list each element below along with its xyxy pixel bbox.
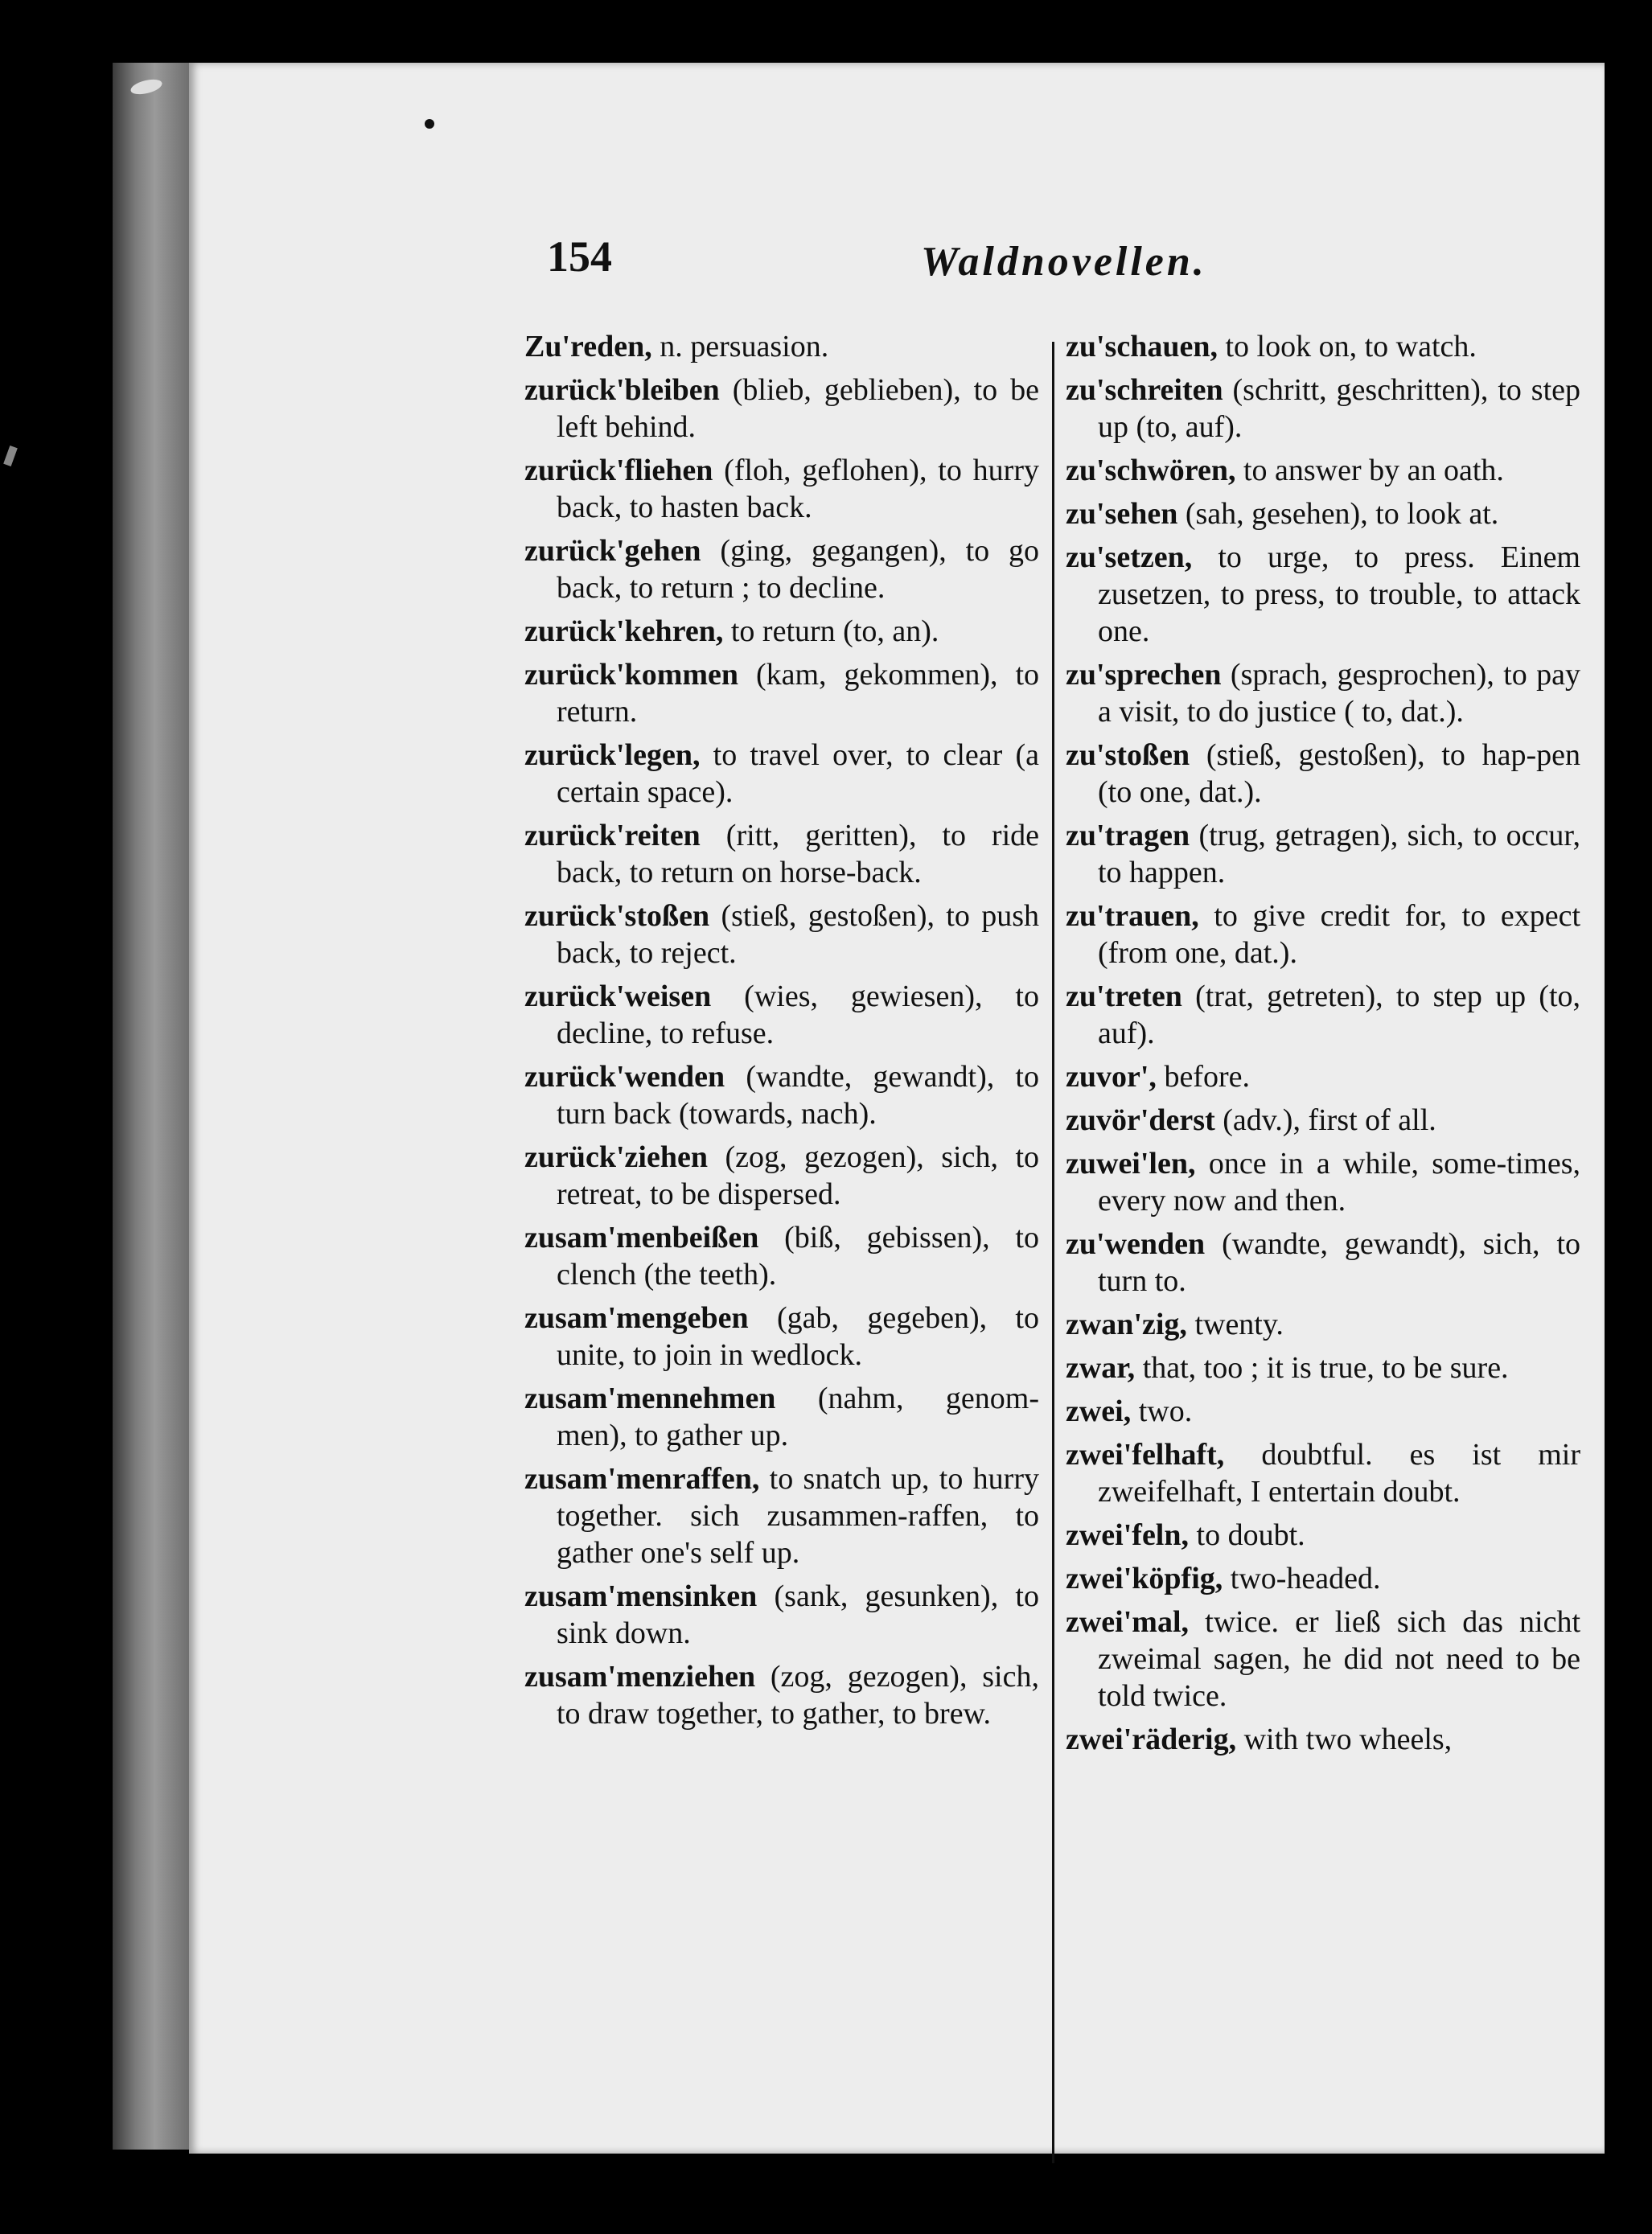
dictionary-entry — [1066, 452, 1580, 489]
dictionary-entry — [1066, 1058, 1580, 1095]
entry-definition: (ritt, geritten), to ride back, to return on horse-back. — [557, 819, 1039, 889]
scan-fleck — [425, 119, 434, 129]
entry-definition: before. — [1156, 1060, 1250, 1094]
entry-headword: zwei'räderig, — [1066, 1723, 1237, 1756]
entry-definition: (trat, getreten), to step up (to, auf). — [1098, 979, 1580, 1050]
entry-headword: zurück'fliehen — [524, 454, 713, 487]
entry-headword: zu'setzen, — [1066, 540, 1193, 574]
entry-headword: Zu'reden, — [524, 330, 652, 363]
dictionary-entry — [1066, 897, 1580, 971]
dictionary-entry — [524, 1460, 1039, 1571]
entry-headword: zusam'menziehen — [524, 1660, 756, 1694]
entry-definition: (wies, gewiesen), to decline, to refuse. — [557, 979, 1039, 1050]
entry-definition: once in a while, some-times, every now and then. — [1098, 1147, 1580, 1218]
entry-headword: zwei'felhaft, — [1066, 1438, 1225, 1472]
entry-definition: (zog, gezogen), sich, to retreat, to be dispersed. — [557, 1140, 1039, 1211]
entry-headword: zu'treten — [1066, 979, 1182, 1013]
dictionary-entry — [1066, 1393, 1580, 1430]
entry-definition: (sank, gesunken), to sink down. — [557, 1579, 1039, 1650]
entry-headword: zwan'zig, — [1066, 1308, 1187, 1341]
dictionary-entry — [524, 737, 1039, 811]
entry-definition: (gab, gegeben), to unite, to join in wedlock. — [557, 1301, 1039, 1372]
dictionary-entry — [524, 1300, 1039, 1374]
entry-headword: zurück'stoßen — [524, 899, 710, 933]
dictionary-entry — [524, 1380, 1039, 1454]
entry-headword: zurück'kommen — [524, 658, 738, 692]
entry-headword: zurück'weisen — [524, 979, 712, 1013]
left-column — [524, 328, 1039, 1739]
entry-definition: (floh, geflohen), to hurry back, to hasten back. — [557, 454, 1039, 524]
entry-definition: n. persuasion. — [651, 330, 829, 363]
entry-definition: (trug, getragen), sich, to occur, to happen. — [1098, 819, 1580, 889]
entry-headword: zu'schauen, — [1066, 330, 1218, 363]
dictionary-entry — [1066, 656, 1580, 730]
entry-definition: to travel over, to clear (a certain space). — [557, 738, 1039, 809]
entry-definition: to doubt. — [1189, 1518, 1305, 1552]
dictionary-entry — [1066, 1560, 1580, 1597]
entry-headword: zu'sprechen — [1066, 658, 1222, 692]
entry-headword: zusam'mensinken — [524, 1579, 758, 1613]
dictionary-entry — [1066, 978, 1580, 1052]
page-edge — [113, 63, 189, 2150]
dictionary-entry — [1066, 1102, 1580, 1139]
entry-headword: zurück'ziehen — [524, 1140, 708, 1174]
entry-headword: zwei'köpfig, — [1066, 1562, 1223, 1595]
dictionary-entry — [524, 897, 1039, 971]
entry-definition: (stieß, gestoßen), to hap-pen (to one, dat.). — [1098, 738, 1580, 809]
dictionary-entry — [524, 372, 1039, 446]
dictionary-entry — [524, 328, 1039, 365]
entry-headword: zusam'mennehmen — [524, 1382, 776, 1415]
dictionary-entry — [1066, 539, 1580, 650]
dictionary-entry — [1066, 1145, 1580, 1219]
entry-definition: two. — [1131, 1394, 1193, 1428]
entry-headword: zu'stoßen — [1066, 738, 1190, 772]
dictionary-entry — [524, 1658, 1039, 1732]
dictionary-entry — [1066, 737, 1580, 811]
column-rule — [1052, 342, 1054, 2163]
entry-definition: that, too ; it is true, to be sure. — [1135, 1351, 1509, 1385]
entry-headword: zwei'feln, — [1066, 1518, 1190, 1552]
dictionary-entry — [1066, 1604, 1580, 1715]
entry-headword: zurück'reiten — [524, 819, 701, 852]
entry-definition: to urge, to press. Einem zusetzen, to press, to trouble, to attack one. — [1098, 540, 1580, 648]
entry-headword: zuvör'derst — [1066, 1103, 1215, 1137]
dictionary-entry — [524, 1578, 1039, 1652]
entry-definition: (adv.), first of all. — [1214, 1103, 1436, 1137]
entry-definition: to give credit for, to expect (from one, dat.). — [1098, 899, 1580, 970]
dictionary-entry — [1066, 1721, 1580, 1758]
dictionary-entry — [1066, 817, 1580, 891]
dictionary-entry — [1066, 1436, 1580, 1510]
entry-headword: zurück'gehen — [524, 534, 701, 568]
entry-definition: (sprach, gesprochen), to pay a visit, to do justice ( to, dat.). — [1098, 658, 1580, 729]
entry-definition: (stieß, gestoßen), to push back, to reject. — [557, 899, 1039, 970]
dictionary-entry — [524, 1219, 1039, 1293]
entry-headword: zurück'legen, — [524, 738, 701, 772]
dictionary-entry — [1066, 1306, 1580, 1343]
entry-definition: (biß, gebissen), to clench (the teeth). — [557, 1221, 1039, 1292]
entry-headword: zwei, — [1066, 1394, 1132, 1428]
entry-headword: zuvor', — [1066, 1060, 1157, 1094]
entry-definition: (wandte, gewandt), sich, to turn to. — [1098, 1227, 1580, 1298]
entry-definition: with two wheels, — [1236, 1723, 1453, 1756]
dictionary-entry — [524, 656, 1039, 730]
entry-headword: zwar, — [1066, 1351, 1136, 1385]
right-column — [1066, 328, 1580, 1764]
entry-headword: zurück'bleiben — [524, 373, 720, 407]
dictionary-entry — [1066, 328, 1580, 365]
entry-definition: (wandte, gewandt), to turn back (towards, nach). — [557, 1060, 1039, 1131]
dictionary-entry — [524, 1139, 1039, 1213]
entry-definition: twice. er ließ sich das nicht zweimal sagen, he did not need to be told twice. — [1098, 1605, 1580, 1713]
entry-definition: (ging, gegangen), to go back, to return ; to decline. — [557, 534, 1039, 605]
page-number: 154 — [547, 232, 612, 281]
dictionary-entry — [524, 817, 1039, 891]
entry-headword: zurück'kehren, — [524, 614, 724, 648]
dictionary-entry — [524, 1058, 1039, 1132]
entry-definition: (kam, gekommen), to return. — [557, 658, 1039, 729]
running-title: Waldnovellen. — [921, 239, 1207, 285]
entry-definition: twenty. — [1186, 1308, 1284, 1341]
entry-headword: zu'sehen — [1066, 497, 1178, 531]
entry-headword: zusam'mengeben — [524, 1301, 749, 1335]
dictionary-entry — [1066, 1517, 1580, 1554]
scan-fleck — [3, 446, 18, 466]
entry-definition: doubtful. es ist mir zweifelhaft, I entertain doubt. — [1098, 1438, 1580, 1509]
entry-headword: zurück'wenden — [524, 1060, 725, 1094]
entry-definition: (schritt, geschritten), to step up (to, auf). — [1098, 373, 1580, 444]
dictionary-entry — [1066, 372, 1580, 446]
entry-definition: (blieb, geblieben), to be left behind. — [557, 373, 1039, 444]
dictionary-entry — [1066, 1226, 1580, 1300]
entry-headword: zu'wenden — [1066, 1227, 1206, 1261]
dictionary-entry — [524, 613, 1039, 650]
entry-definition: to answer by an oath. — [1235, 454, 1504, 487]
entry-headword: zu'schwören, — [1066, 454, 1236, 487]
dictionary-entry — [1066, 1349, 1580, 1386]
entry-headword: zwei'mal, — [1066, 1605, 1190, 1639]
entry-headword: zu'trauen, — [1066, 899, 1199, 933]
dictionary-entry — [524, 978, 1039, 1052]
entry-definition: to return (to, an). — [723, 614, 939, 648]
entry-headword: zu'schreiten — [1066, 373, 1223, 407]
dictionary-entry — [524, 532, 1039, 606]
entry-definition: (nahm, genom-men), to gather up. — [557, 1382, 1039, 1452]
entry-definition: to snatch up, to hurry together. sich zusammen-raffen, to gather one's self up. — [557, 1462, 1039, 1570]
entry-headword: zu'tragen — [1066, 819, 1190, 852]
entry-definition: (zog, gezogen), sich, to draw together, to gather, to brew. — [557, 1660, 1039, 1731]
dictionary-entry — [524, 452, 1039, 526]
entry-definition: two-headed. — [1223, 1562, 1381, 1595]
entry-headword: zusam'menraffen, — [524, 1462, 760, 1496]
entry-definition: (sah, gesehen), to look at. — [1177, 497, 1499, 531]
entry-headword: zuwei'len, — [1066, 1147, 1196, 1181]
entry-headword: zusam'menbeißen — [524, 1221, 759, 1255]
entry-definition: to look on, to watch. — [1217, 330, 1477, 363]
dictionary-entry — [1066, 495, 1580, 532]
